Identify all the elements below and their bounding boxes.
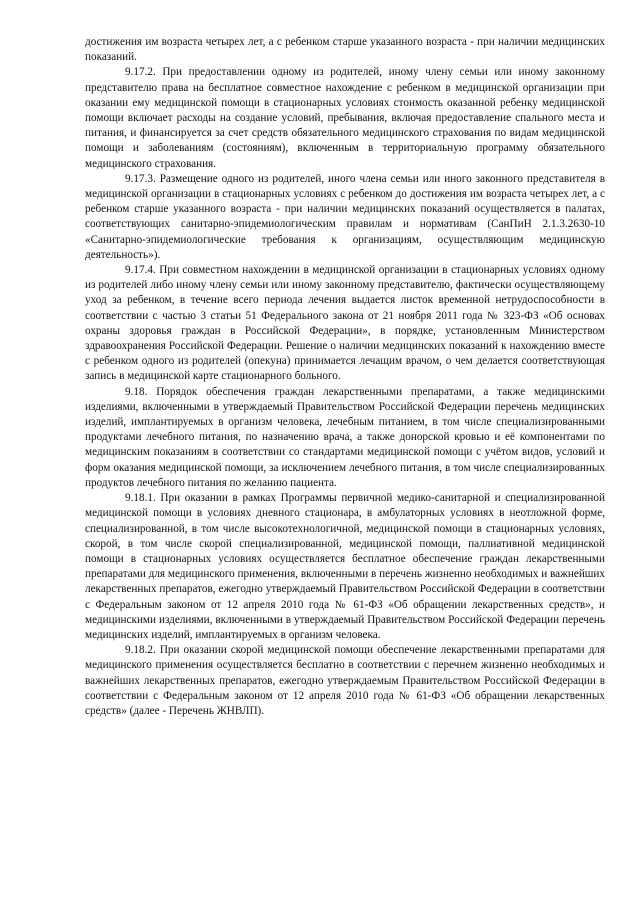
paragraph-9-18: 9.18. Порядок обеспечения граждан лекарственными препаратами, а также медицинскими изделиями, включенными в утверждаемый Правительством Российской Федерации перечень медицинских изделий, имплантируемых в организм человека, лечебным питанием, в том числе специализированными продуктами лечебного питания, по назначению врача, а также донорской кровью и её компонентами по медицинским показаниям в соответствии со стандартами медицинской помощи с учётом видов, условий и форм оказания медицинской помощи, за исключением лечебного питания, в том числе специализированных продуктов лечебного питания по желанию пациента. (85, 385, 605, 489)
paragraph-9-18-1: 9.18.1. При оказании в рамках Программы первичной медико-санитарной и специализированной медицинской помощи в условиях дневного стационара, в амбулаторных условиях в неотложной форме, специализированной, в том числе высокотехнологичной, медицинской помощи в стационарных условиях, скорой, в том числе скорой специализированной, медицинской помощи, паллиативной медицинской помощи в стационарных условиях осуществляется бесплатное обеспечение граждан лекарственными препаратами для медицинского применения, включенными в перечень жизненно необходимых и важнейших лекарственных препаратов, ежегодно утверждаемый Правительством Российской Федерации в соответствии с Федеральным законом от 12 апреля 2010 года № 61-ФЗ «Об обращении лекарственных средств», и медицинскими изделиями, включенными в утверждаемый Правительством Российской Федерации перечень медицинских изделий, имплантируемых в организм человека. (85, 492, 605, 641)
paragraph-continuation: достижения им возраста четырех лет, а с ребенком старше указанного возраста - при наличии медицинских показаний. (85, 36, 605, 64)
paragraph-9-18-2: 9.18.2. При оказании скорой медицинской помощи обеспечение лекарственными препаратами для медицинского применения осуществляется бесплатно в соответствии с перечнем жизненно необходимых и важнейших лекарственных препаратов, ежегодно утверждаемым Правительством Российской Федерации в соответствии с Федеральным законом от 12 апреля 2010 года № 61-ФЗ «Об обращении лекарственных средств» (далее - Перечень ЖНВЛП). (85, 644, 605, 717)
paragraph-9-17-2: 9.17.2. При предоставлении одному из родителей, иному члену семьи или иному законному представителю права на бесплатное совместное нахождение с ребенком в медицинской организации при оказании ему медицинской помощи в стационарных условиях стоимость оказанной ребенку медицинской помощи включает расходы на создание условий, пребывания, включая предоставление спального места и питания, и финансируется за счет средств обязательного медицинского страхования по видам медицинской помощи и заболеваниям (состояниям), включенным в территориальную программу обязательного медицинского страхования. (85, 66, 605, 170)
document-body (85, 35, 605, 719)
paragraph-9-17-3: 9.17.3. Размещение одного из родителей, иного члена семьи или иного законного представителя в медицинской организации в стационарных условиях с ребенком до достижения им возраста четырех лет, а с ребенком старше указанного возраста - при наличии медицинских показаний осуществляется в палатах, соответствующих санитарно-эпидемиологическим правилам и нормативам (СанПиН 2.1.3.2630-10 «Санитарно-эпидемиологические требования к организациям, осуществляющим медицинскую деятельность»). (85, 172, 605, 261)
paragraph-9-17-4: 9.17.4. При совместном нахождении в медицинской организации в стационарных условиях одному из родителей либо иному члену семьи или иному законному представителю, фактически осуществляющему уход за ребенком, в течение всего периода лечения выдается листок временной нетрудоспособности в соответствии с частью 3 статьи 51 Федерального закона от 21 ноября 2011 года № 323-ФЗ «Об основах охраны здоровья граждан в Российской Федерации», в порядке, установленным Министерством здравоохранения Российской Федерации. Решение о наличии медицинских показаний к нахождению вместе с ребенком одного из родителей (опекуна) принимается лечащим врачом, о чем делается соответствующая запись в медицинской карте стационарного больного. (85, 264, 605, 383)
